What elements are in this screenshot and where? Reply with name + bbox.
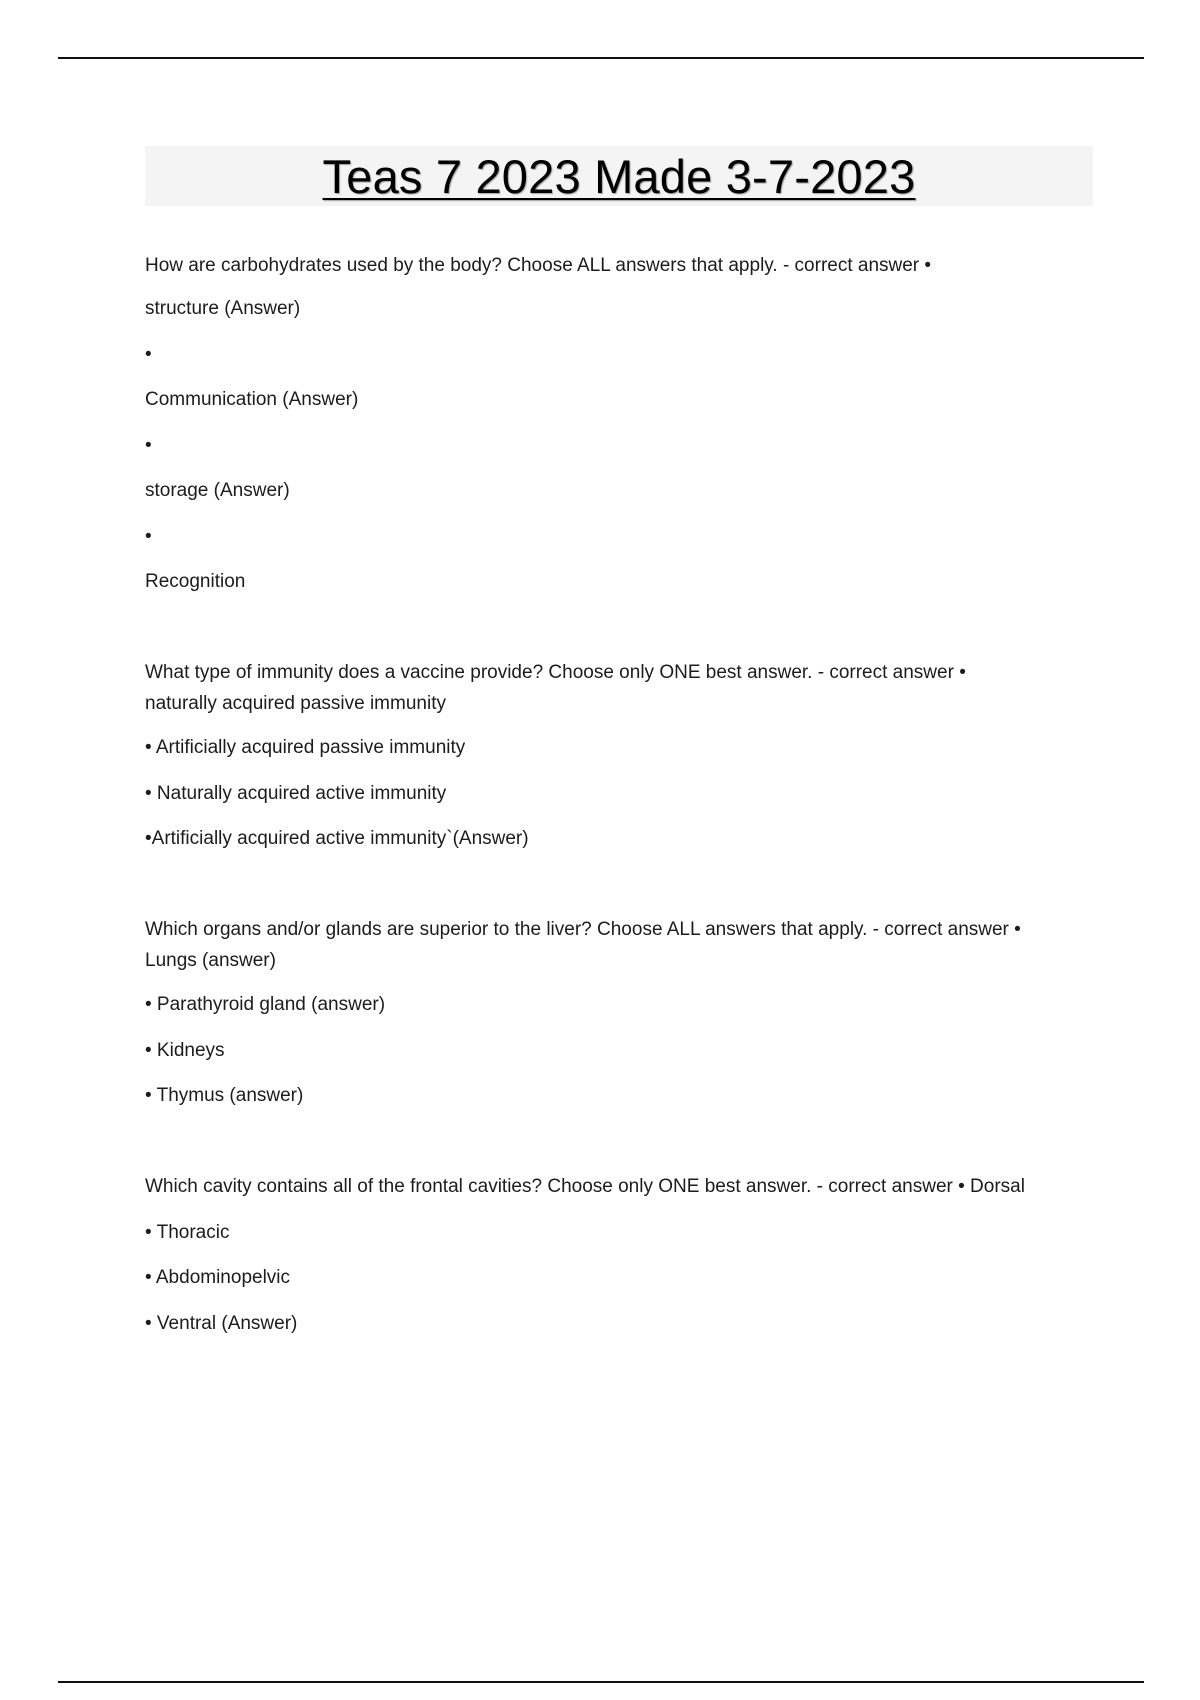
top-rule: [58, 57, 1144, 59]
question-2-option: • Naturally acquired active immunity: [145, 783, 447, 804]
question-1-bullet: •: [145, 344, 152, 365]
question-2-prompt: What type of immunity does a vaccine provide? Choose only ONE best answer. - correct answer •: [145, 662, 966, 683]
question-4-option: • Thoracic: [145, 1222, 230, 1243]
bottom-rule: [58, 1681, 1144, 1683]
question-4-option: • Abdominopelvic: [145, 1267, 291, 1288]
question-3-option: • Kidneys: [145, 1040, 225, 1061]
question-1-option: Recognition: [145, 571, 246, 592]
title-band: [145, 146, 1093, 206]
question-1-prompt: How are carbohydrates used by the body? Choose ALL answers that apply. - correct answer •: [145, 255, 932, 276]
question-2-option: • Artificially acquired passive immunity: [145, 737, 466, 758]
question-3-option: Lungs (answer): [145, 950, 276, 971]
question-2-option: naturally acquired passive immunity: [145, 693, 446, 714]
question-1-bullet: •: [145, 435, 152, 456]
question-1-option: Communication (Answer): [145, 389, 359, 410]
question-1-bullet: •: [145, 526, 152, 547]
question-3-prompt: Which organs and/or glands are superior to the liver? Choose ALL answers that apply. - correct answer •: [145, 919, 1021, 940]
document-title: Teas 7 2023 Made 3-7-2023: [322, 149, 916, 203]
question-1-option: storage (Answer): [145, 480, 290, 501]
question-4-option: • Ventral (Answer): [145, 1313, 298, 1334]
question-3-option: • Parathyroid gland (answer): [145, 994, 386, 1015]
question-4-prompt: Which cavity contains all of the frontal cavities? Choose only ONE best answer. - correct answer • Dorsal: [145, 1176, 1025, 1197]
question-1-option: structure (Answer): [145, 298, 301, 319]
question-3-option: • Thymus (answer): [145, 1085, 304, 1106]
question-2-option: •Artificially acquired active immunity`(Answer): [145, 828, 529, 849]
